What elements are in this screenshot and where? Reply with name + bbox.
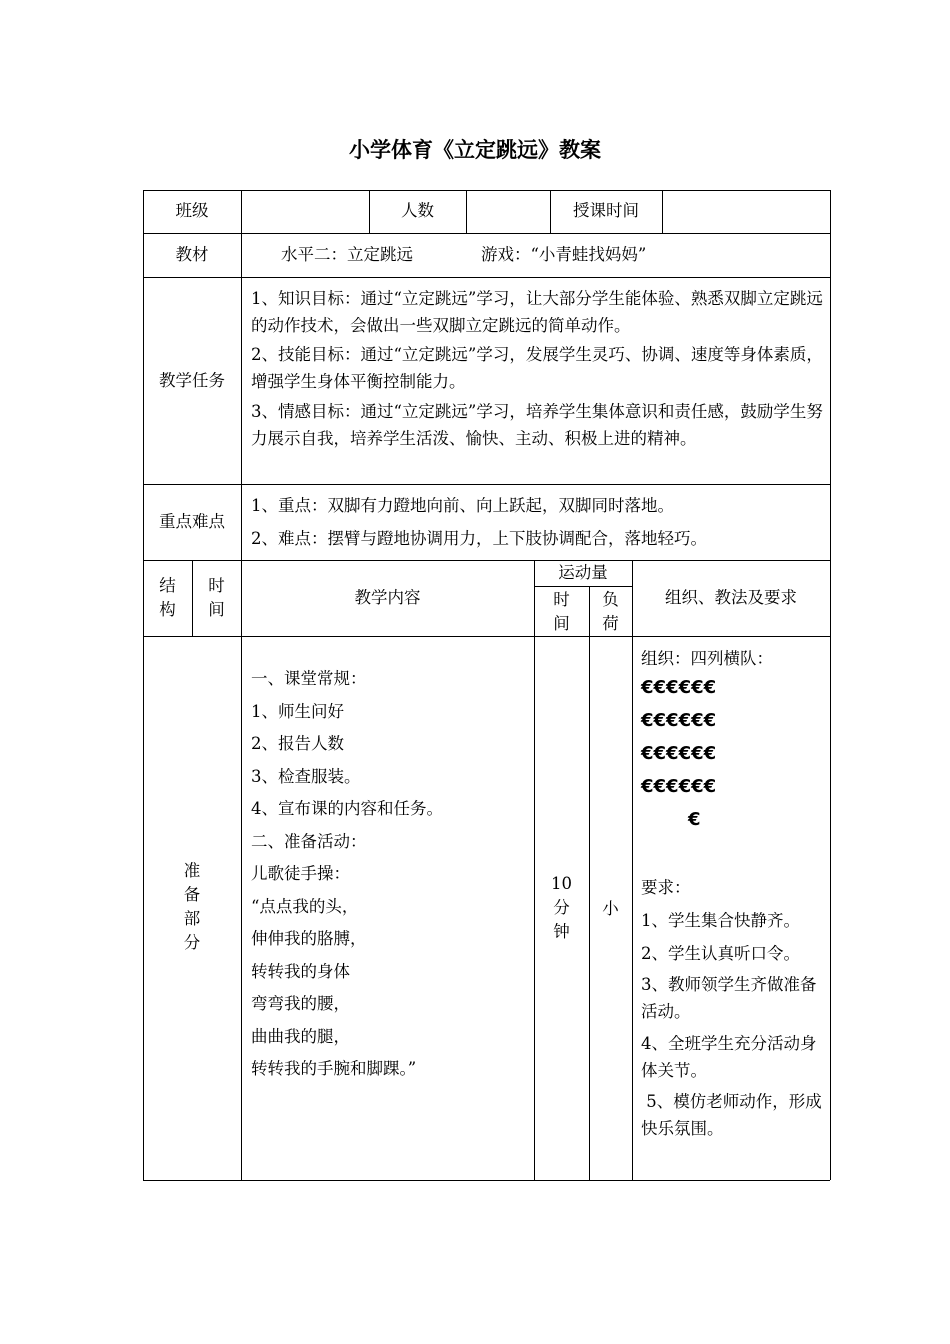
table-border <box>143 190 830 191</box>
list-item: 2、报告人数 <box>251 734 344 753</box>
list-item: 曲曲我的腿， <box>251 1026 350 1046</box>
list-item: 3、检查服装。 <box>251 766 361 786</box>
class-time-label: 授课时间 <box>573 201 639 220</box>
list-item: 转转我的身体 <box>251 961 350 981</box>
requirements-heading: 要求： <box>641 878 691 897</box>
task-knowledge-goal: 1、知识目标：通过“立定跳远”学习，让大部分学生能体验、熟悉双脚立定跳远的动作技术，会做出一些双脚立定跳远的简单动作。 <box>251 289 823 335</box>
table-border <box>143 560 830 561</box>
list-item: 弯弯我的腰， <box>251 994 350 1013</box>
page-title: 小学体育《立定跳远》教案 <box>349 138 601 162</box>
requirement-item: 5、模仿老师动作，形成快乐氛围。 <box>641 1092 822 1138</box>
table-border <box>143 636 830 637</box>
requirement-item: 4、全班学生充分活动身体关节。 <box>641 1034 817 1080</box>
material-level: 水平二：立定跳远 <box>281 245 413 264</box>
key-point: 1、重点：双脚有力蹬地向前、向上跃起，双脚同时落地。 <box>251 496 674 515</box>
list-item: 一、课堂常规： <box>251 669 367 688</box>
prep-content <box>251 663 443 1086</box>
tasks-label: 教学任务 <box>159 371 225 390</box>
key-points-label: 重点难点 <box>159 512 225 531</box>
prep-intensity: 小 <box>602 899 619 918</box>
requirement-item: 1、学生集合快静齐。 <box>641 911 800 930</box>
formation-row: €€€€€€ <box>641 710 717 731</box>
structure-header: 结 构 <box>159 576 176 619</box>
load-time-header: 时 间 <box>553 590 570 633</box>
material-label: 教材 <box>175 245 209 264</box>
prep-section-label: 准 备 部 分 <box>183 861 201 952</box>
list-item: 伸伸我的胳膊， <box>251 929 367 948</box>
task-skill-goal: 2、技能目标：通过“立定跳远”学习，发展学生灵巧、协调、速度等身体素质，增强学生身体平衡控制能力。 <box>251 345 823 391</box>
table-border <box>143 233 830 234</box>
requirement-item: 3、教师领学生齐做准备活动。 <box>641 975 817 1021</box>
table-border <box>143 277 830 278</box>
load-intensity-header: 负 荷 <box>602 590 619 633</box>
task-emotion-goal: 3、情感目标：通过“立定跳远”学习，培养学生集体意识和责任感，鼓励学生努力展示自我，培养学生活泼、愉快、主动、积极上进的精神。 <box>251 402 823 448</box>
count-label: 人数 <box>401 201 434 220</box>
table-border <box>241 190 242 1180</box>
table-border <box>143 1180 830 1181</box>
table-border <box>830 190 831 1180</box>
table-border <box>466 190 467 233</box>
table-border <box>632 560 633 1180</box>
organization-heading: 组织：四列横队： <box>641 649 773 668</box>
table-border <box>143 484 830 485</box>
formation-row: €€€€€€ <box>641 776 717 797</box>
prep-duration: 10 分 钟 <box>551 874 572 941</box>
list-item: 4、宣布课的内容和任务。 <box>251 799 443 818</box>
list-item: “点点我的头， <box>251 896 359 916</box>
organization-header: 组织、教法及要求 <box>665 588 797 607</box>
teacher-position: € <box>688 809 701 830</box>
list-item: 1、师生问好 <box>251 701 344 721</box>
load-header: 运动量 <box>558 563 608 582</box>
difficult-point: 2、难点：摆臂与蹬地协调用力，上下肢协调配合，落地轻巧。 <box>251 529 707 548</box>
list-item: 二、准备活动： <box>251 831 367 851</box>
material-game: 游戏：“小青蛙找妈妈” <box>481 245 647 264</box>
table-border <box>534 560 535 1180</box>
requirement-item: 2、学生认真听口令。 <box>641 944 800 963</box>
table-border <box>143 190 144 1180</box>
list-item: 转转我的手腕和脚踝。” <box>251 1059 417 1078</box>
list-item: 儿歌徒手操： <box>251 864 350 883</box>
table-border <box>589 586 590 1180</box>
formation-row: €€€€€€ <box>641 743 717 764</box>
class-label: 班级 <box>175 201 209 220</box>
table-border <box>662 190 663 233</box>
content-header: 教学内容 <box>354 588 421 607</box>
time-header: 时 间 <box>208 576 225 619</box>
formation-row: €€€€€€ <box>641 677 717 698</box>
table-border <box>534 586 632 587</box>
